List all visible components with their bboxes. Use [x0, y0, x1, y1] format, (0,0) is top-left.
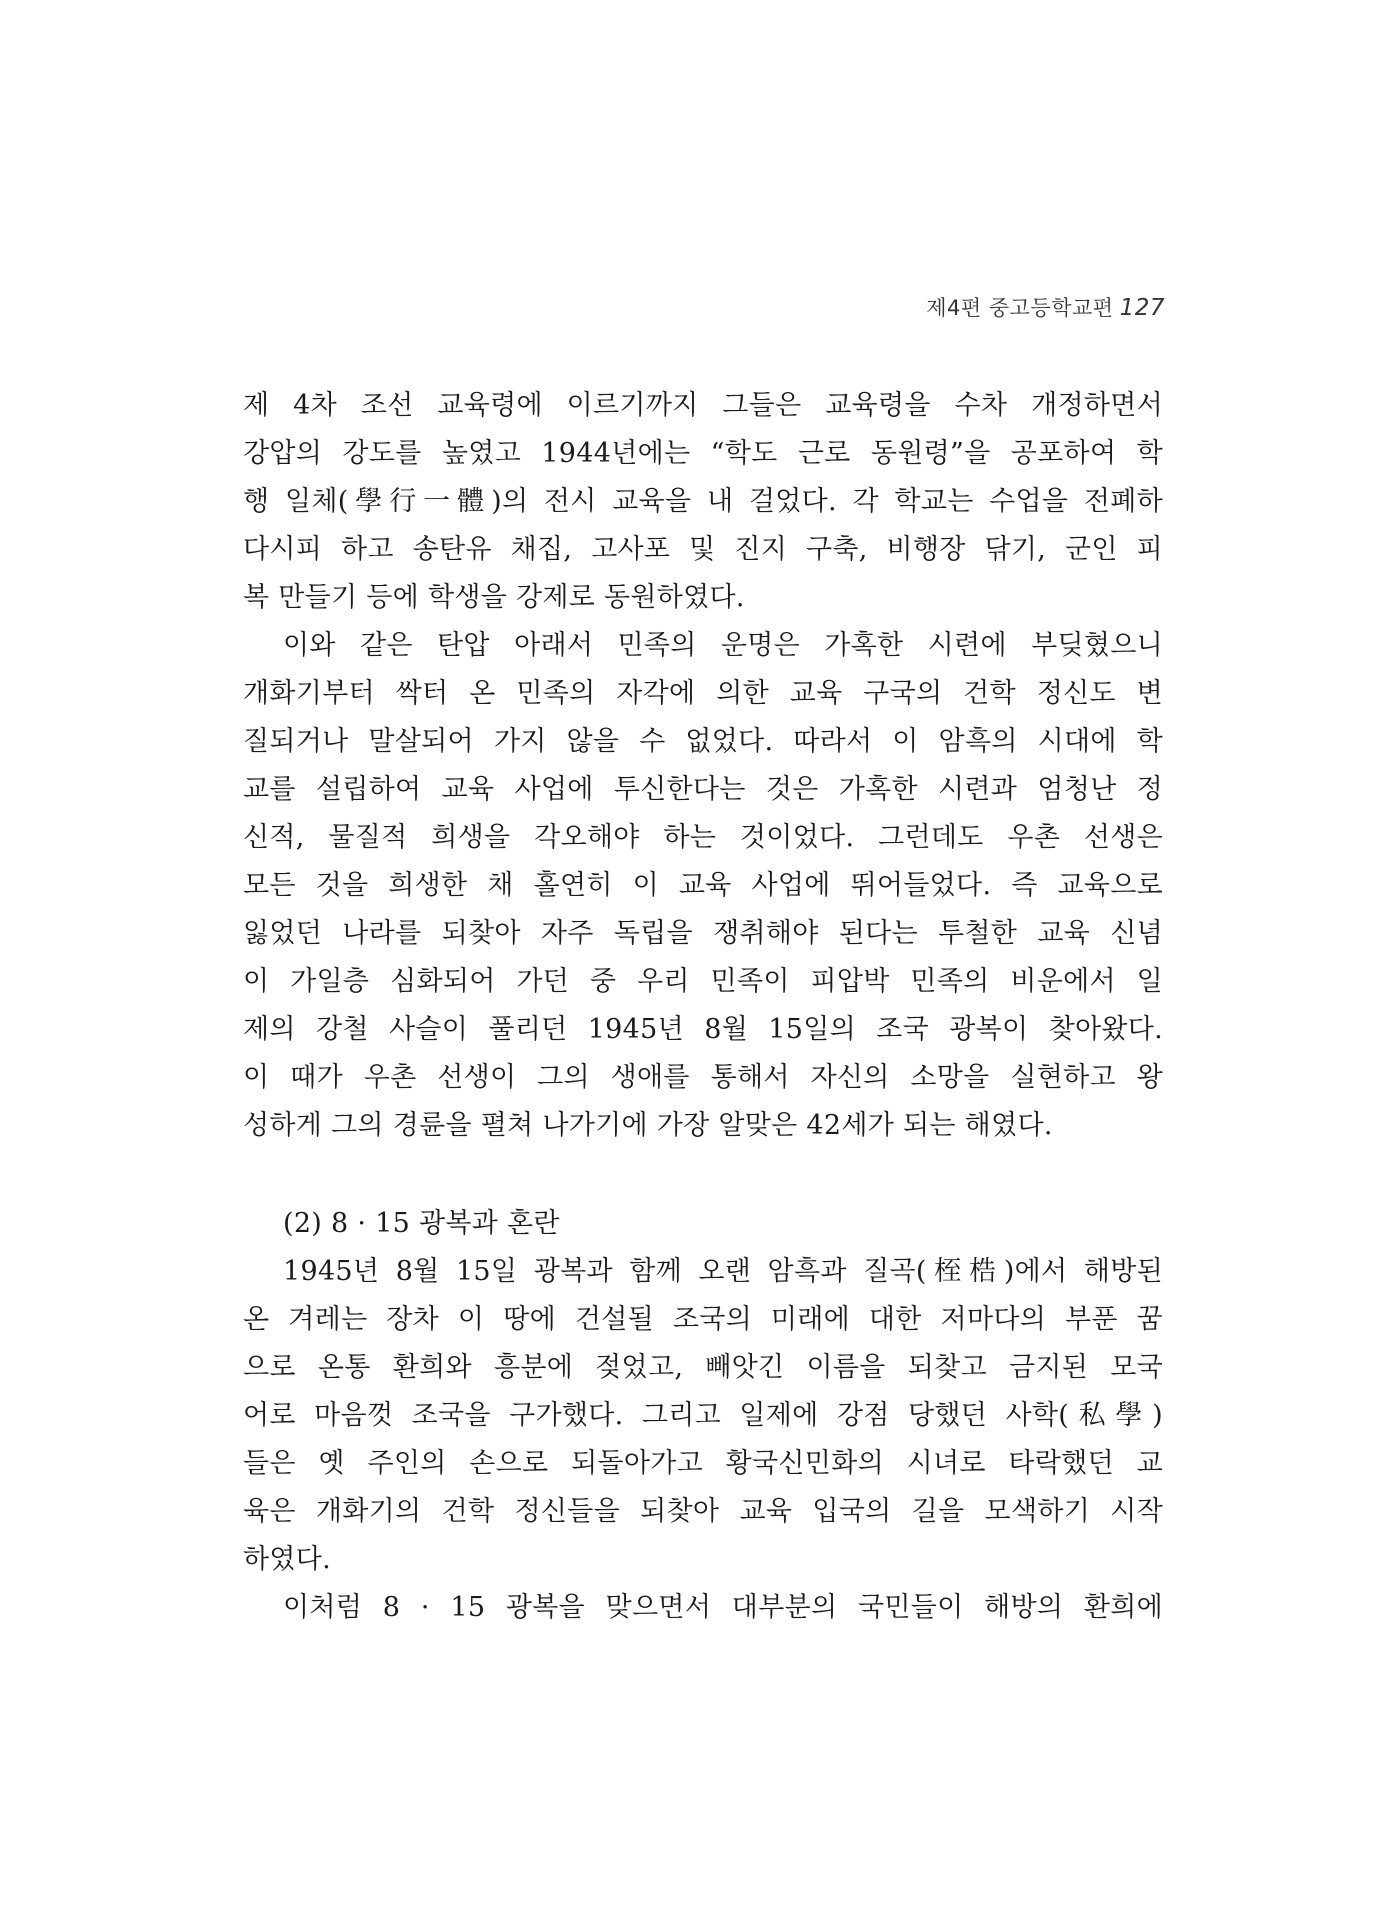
text-line: 신적, 물질적 희생을 각오해야 하는 것이었다. 그런데도 우촌 선생은 [243, 822, 1163, 853]
text-line: 개화기부터 싹터 온 민족의 자각에 의한 교육 구국의 건학 정신도 변 [243, 678, 1163, 709]
text-line: 다시피 하고 송탄유 채집, 고사포 및 진지 구축, 비행장 닦기, 군인 피 [243, 534, 1163, 565]
paragraph-2 [243, 622, 1163, 1150]
section-label: 제4편 중고등학교편 [926, 296, 1114, 320]
text-line: 들은 옛 주인의 손으로 되돌아가고 황국신민화의 시녀로 타락했던 교 [243, 1448, 1163, 1479]
text-line: 모든 것을 희생한 채 홀연히 이 교육 사업에 뛰어들었다. 즉 교육으로 [243, 870, 1163, 901]
body-text [243, 382, 1163, 1632]
text-line: 이 가일층 심화되어 가던 중 우리 민족이 피압박 민족의 비운에서 일 [243, 966, 1163, 997]
text-line: 잃었던 나라를 되찾아 자주 독립을 쟁취해야 된다는 투철한 교육 신념 [243, 918, 1163, 949]
section-heading: (2) 8 · 15 광복과 혼란 [283, 1208, 560, 1239]
text-line: 복 만들기 등에 학생을 강제로 동원하였다. [243, 582, 745, 613]
text-line: 으로 온통 환희와 흥분에 젖었고, 빼앗긴 이름을 되찾고 금지된 모국 [243, 1352, 1163, 1383]
text-line: 1945년 8월 15일 광복과 함께 오랜 암흑과 질곡(桎梏)에서 해방된 [283, 1256, 1163, 1287]
paragraph-1 [243, 382, 1163, 622]
text-line: 제의 강철 사슬이 풀리던 1945년 8월 15일의 조국 광복이 찾아왔다. [243, 1014, 1163, 1045]
text-line: 교를 설립하여 교육 사업에 투신한다는 것은 가혹한 시련과 엄청난 정 [243, 774, 1163, 805]
text-line: 강압의 강도를 높였고 1944년에는 “학도 근로 동원령”을 공포하여 학 [243, 438, 1163, 469]
text-line: 성하게 그의 경륜을 펼쳐 나가기에 가장 알맞은 42세가 되는 해였다. [243, 1110, 1053, 1141]
paragraph-4 [243, 1584, 1163, 1632]
text-line: 육은 개화기의 건학 정신들을 되찾아 교육 입국의 길을 모색하기 시작 [243, 1496, 1163, 1527]
text-line: 질되거나 말살되어 가지 않을 수 없었다. 따라서 이 암흑의 시대에 학 [243, 726, 1163, 757]
text-line: 제 4차 조선 교육령에 이르기까지 그들은 교육령을 수차 개정하면서 [243, 390, 1163, 421]
page-number: 127 [1119, 295, 1165, 321]
text-line: 이와 같은 탄압 아래서 민족의 운명은 가혹한 시련에 부딪혔으니 [283, 630, 1163, 661]
text-line: 하였다. [243, 1544, 332, 1575]
text-line: 이 때가 우촌 선생이 그의 생애를 통해서 자신의 소망을 실현하고 왕 [243, 1062, 1163, 1093]
text-line: 이처럼 8 · 15 광복을 맞으면서 대부분의 국민들이 해방의 환희에 [283, 1592, 1163, 1623]
text-line: 어로 마음껏 조국을 구가했다. 그리고 일제에 강점 당했던 사학(私學) [243, 1400, 1163, 1431]
section-spacer [243, 1150, 1163, 1200]
text-line: 행 일체(學行一體)의 전시 교육을 내 걸었다. 각 학교는 수업을 전폐하 [243, 486, 1163, 517]
text-line: 온 겨레는 장차 이 땅에 건설될 조국의 미래에 대한 저마다의 부푼 꿈 [243, 1304, 1163, 1335]
paragraph-3 [243, 1248, 1163, 1584]
running-header [926, 292, 1165, 322]
